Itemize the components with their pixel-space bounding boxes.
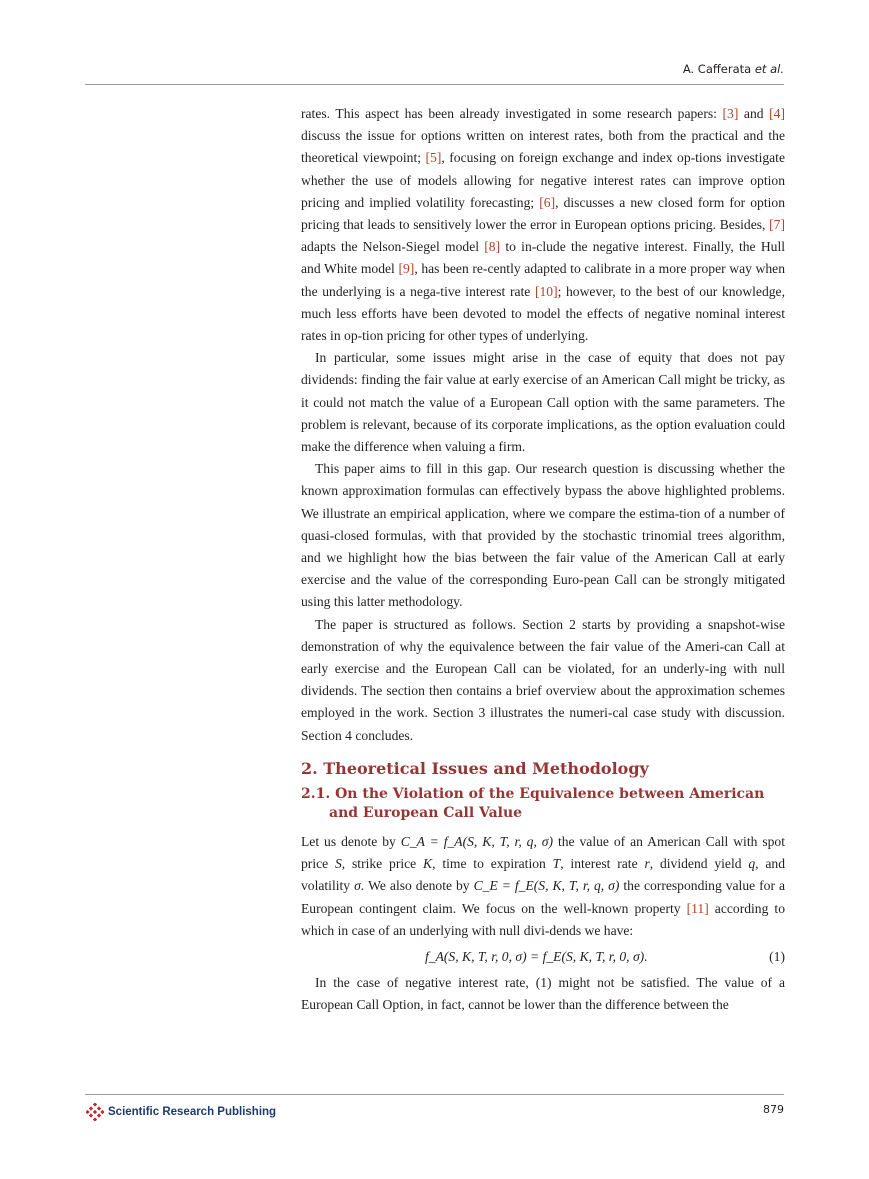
- header-author: A. Cafferata: [682, 62, 752, 76]
- display-equation: [301, 942, 785, 972]
- publisher-name: Scientific Research Publishing: [108, 1106, 277, 1118]
- citation-link[interactable]: [6]: [539, 194, 556, 210]
- publisher-mark-icon: [86, 1103, 104, 1121]
- citation-link[interactable]: [3]: [722, 106, 739, 121]
- section-heading: 2. Theoretical Issues and Methodology: [301, 758, 649, 778]
- citation-link[interactable]: [11]: [686, 900, 709, 916]
- citation-link[interactable]: [8]: [484, 239, 501, 255]
- equation-body: f_A(S, K, T, r, 0, σ) = f_E(S, K, T, r, 0, σ).: [425, 948, 648, 964]
- citation-link[interactable]: [7]: [769, 217, 785, 233]
- article-body: [301, 103, 785, 1016]
- paragraph-3: This paper aims to fill in this gap. Our research question is discussing whether the known approximation formulas can effectively bypass the above highlighted problems. We illustrate an empirical application, where we compare the estima-tion of a number of quasi-closed formulas, with that provided by the stochastic trinomial trees algorithm, and we highlight how the bias between the fair value of the American Call at early exercise and the value of the corresponding Euro-pean Call can be strongly mitigated using this latter methodology.: [301, 461, 785, 610]
- citation-link[interactable]: [5]: [425, 150, 442, 166]
- equation-number: (1): [769, 948, 785, 964]
- citation-link[interactable]: [4]: [769, 106, 785, 121]
- header-divider: [85, 84, 784, 85]
- subsection-heading: 2.1. On the Violation of the Equivalence between American and European Call Value: [301, 785, 765, 821]
- running-header: [683, 62, 784, 76]
- citation-link[interactable]: [9]: [398, 261, 415, 277]
- footer-divider: [85, 1094, 784, 1095]
- header-author-suffix: et al.: [754, 62, 784, 76]
- page-number: 879: [763, 1103, 784, 1116]
- paragraph-6: In the case of negative interest rate, (1) might not be satisfied. The value of a European Call Option, in fact, cannot be lower than the difference between the: [301, 974, 785, 1013]
- paragraph-1: rates. This aspect has been already investigated in some research papers: [3] and [4] discuss the issue for options written on interest rates, both from the practical and the theoretical viewpoint; [5], focusing on foreign exchange and index op-tions investigate whether the use of models allowing for negative interest rates can improve option pricing and implied volatility forecasting; [6], discusses a new closed form for option pricing that leads to sensitively lower the error in European options pricing. Besides, [7] adapts the Nelson-Siegel model [8] to in-clude the negative interest. Finally, the Hull and White model [9], has been re-cently adapted to calibrate in a more proper way when the underlying is a nega-tive interest rate [10]; however, to the best of our knowledge, much less efforts have been devoted to model the effects of negative nominal interest rates in op-tion pricing for other types of underlying.: [301, 106, 785, 344]
- equation-european-call: C_E = f_E(S, K, T, r, q, σ): [473, 878, 620, 894]
- paragraph-2: In particular, some issues might arise in the case of equity that does not pay dividends: finding the fair value at early exercise of an American Call might be tricky, as it could not match the value of a European Call option with the same parameters. The problem is relevant, because of its corporate implications, as the option evaluation could make the difference when valuing a firm.: [301, 350, 785, 455]
- paragraph-4: The paper is structured as follows. Section 2 starts by providing a snapshot-wise demonstration of why the equivalence between the fair value of the Ameri-can Call at early exercise and the European Call can be violated, for an underly-ing with null dividends. The section then contains a brief overview about the approximation schemes employed in the work. Section 3 illustrates the numeri-cal case study with discussion. Section 4 concludes.: [301, 616, 785, 743]
- publisher-logo[interactable]: [86, 1103, 276, 1121]
- citation-link[interactable]: [10]: [534, 283, 558, 299]
- equation-american-call: C_A = f_A(S, K, T, r, q, σ): [400, 833, 554, 849]
- paragraph-5: Let us denote by C_A = f_A(S, K, T, r, q, σ) the value of an American Call with spot price S, strike price K, time to expiration T, interest rate r, dividend yield q, and volatility σ. We also denote by C_E = f_E(S, K, T, r, q, σ) the corresponding value for a European contingent claim. We focus on the well-known property [11] according to which in case of an underlying with null divi-dends we have:: [301, 833, 786, 938]
